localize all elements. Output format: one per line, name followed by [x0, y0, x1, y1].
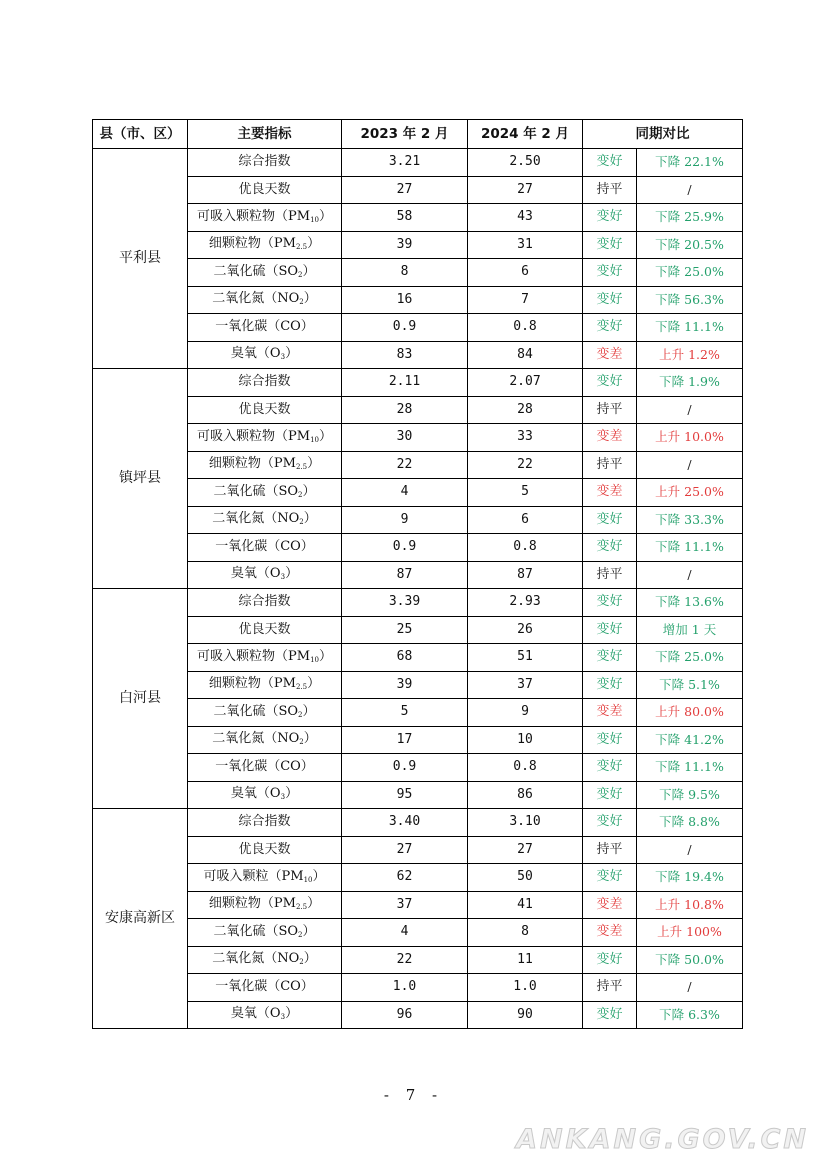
- change-cell: 下降 25.9%: [637, 204, 743, 232]
- table-row: [93, 644, 743, 672]
- indicator-subscript: 2: [299, 738, 304, 747]
- value-2024: 0.8: [468, 314, 583, 342]
- indicator-cell: [188, 699, 342, 727]
- value-2023: 87: [342, 561, 468, 589]
- table-header-row: [93, 120, 743, 149]
- indicator-cell: [188, 561, 342, 589]
- indicator-label: 二氧化氮（NO: [212, 291, 300, 307]
- change-cell: 下降 11.1%: [637, 534, 743, 562]
- value-2023: 1.0: [342, 974, 468, 1002]
- table-row: [93, 479, 743, 507]
- value-2024: 22: [468, 451, 583, 479]
- header-2023: 2023 年 2 月: [342, 120, 468, 149]
- indicator-cell: [188, 369, 342, 397]
- indicator-cell: [188, 809, 342, 837]
- indicator-label: 一氧化碳（CO）: [215, 319, 314, 335]
- value-2024: 2.07: [468, 369, 583, 397]
- table-row: [93, 919, 743, 947]
- value-2023: 3.21: [342, 149, 468, 177]
- indicator-subscript: 2: [299, 298, 304, 307]
- table-row: [93, 341, 743, 369]
- change-cell: 上升 10.0%: [637, 424, 743, 452]
- indicator-tail: ）: [303, 291, 317, 307]
- header-comparison: 同期对比: [583, 120, 743, 149]
- indicator-tail: ）: [302, 263, 316, 279]
- page-number: - 7 -: [383, 1086, 444, 1104]
- indicator-label: 二氧化氮（NO: [212, 951, 300, 967]
- indicator-cell: [188, 671, 342, 699]
- value-2023: 0.9: [342, 754, 468, 782]
- indicator-label: 一氧化碳（CO）: [215, 539, 314, 555]
- value-2023: 3.39: [342, 589, 468, 617]
- value-2023: 8: [342, 259, 468, 287]
- table-row: [93, 204, 743, 232]
- indicator-label: 细颗粒物（PM: [208, 456, 296, 472]
- table-row: [93, 369, 743, 397]
- indicator-cell: [188, 396, 342, 424]
- indicator-cell: [188, 314, 342, 342]
- indicator-label: 优良天数: [238, 181, 291, 197]
- change-cell: 增加 1 天: [637, 616, 743, 644]
- value-2024: 84: [468, 341, 583, 369]
- value-2024: 2.50: [468, 149, 583, 177]
- change-cell: 下降 13.6%: [637, 589, 743, 617]
- value-2024: 43: [468, 204, 583, 232]
- indicator-cell: [188, 864, 342, 892]
- indicator-subscript: 2: [299, 958, 304, 967]
- indicator-subscript: 2.5: [295, 903, 308, 912]
- indicator-cell: [188, 891, 342, 919]
- air-quality-comparison-table: [92, 119, 743, 1029]
- table-row: [93, 314, 743, 342]
- indicator-subscript: 2.5: [295, 683, 308, 692]
- indicator-subscript: 2: [298, 490, 303, 499]
- trend-cell: 变好: [583, 314, 637, 342]
- change-cell: 下降 8.8%: [637, 809, 743, 837]
- indicator-cell: [188, 479, 342, 507]
- table-row: [93, 561, 743, 589]
- indicator-label: 可吸入颗粒物（PM: [197, 428, 311, 444]
- indicator-tail: ）: [307, 896, 321, 912]
- indicator-cell: [188, 506, 342, 534]
- indicator-subscript: 10: [310, 435, 319, 444]
- table-row: [93, 286, 743, 314]
- change-cell: 上升 25.0%: [637, 479, 743, 507]
- value-2024: 26: [468, 616, 583, 644]
- indicator-label: 可吸入颗粒物（PM: [197, 648, 311, 664]
- indicator-label: 一氧化碳（CO）: [215, 979, 314, 995]
- indicator-subscript: 10: [310, 655, 319, 664]
- indicator-label: 综合指数: [238, 154, 291, 170]
- change-cell: /: [637, 561, 743, 589]
- table-row: [93, 396, 743, 424]
- trend-cell: 变差: [583, 341, 637, 369]
- value-2024: 51: [468, 644, 583, 672]
- indicator-tail: ）: [302, 923, 316, 939]
- trend-cell: 变好: [583, 754, 637, 782]
- value-2024: 33: [468, 424, 583, 452]
- indicator-label: 臭氧（O: [230, 566, 281, 582]
- indicator-cell: [188, 149, 342, 177]
- value-2023: 4: [342, 479, 468, 507]
- indicator-cell: [188, 616, 342, 644]
- change-cell: 下降 50.0%: [637, 946, 743, 974]
- indicator-tail: ）: [318, 648, 332, 664]
- value-2023: 39: [342, 671, 468, 699]
- value-2023: 58: [342, 204, 468, 232]
- value-2024: 0.8: [468, 534, 583, 562]
- indicator-tail: ）: [285, 566, 299, 582]
- value-2024: 7: [468, 286, 583, 314]
- indicator-cell: [188, 919, 342, 947]
- trend-cell: 变差: [583, 891, 637, 919]
- change-cell: /: [637, 176, 743, 204]
- trend-cell: 变好: [583, 946, 637, 974]
- indicator-label: 综合指数: [238, 814, 291, 830]
- change-cell: 上升 100%: [637, 919, 743, 947]
- value-2024: 10: [468, 726, 583, 754]
- change-cell: 下降 22.1%: [637, 149, 743, 177]
- value-2024: 50: [468, 864, 583, 892]
- indicator-subscript: 3: [280, 1013, 286, 1022]
- indicator-tail: ）: [285, 786, 299, 802]
- indicator-cell: [188, 974, 342, 1002]
- table-row: [93, 259, 743, 287]
- indicator-cell: [188, 424, 342, 452]
- indicator-subscript: 2.5: [295, 463, 308, 472]
- trend-cell: 持平: [583, 974, 637, 1002]
- indicator-label: 细颗粒物（PM: [208, 676, 296, 692]
- change-cell: 上升 80.0%: [637, 699, 743, 727]
- indicator-subscript: 2: [298, 930, 303, 939]
- indicator-tail: ）: [307, 456, 321, 472]
- header-2024: 2024 年 2 月: [468, 120, 583, 149]
- change-cell: 下降 20.5%: [637, 231, 743, 259]
- value-2023: 16: [342, 286, 468, 314]
- indicator-label: 二氧化硫（SO: [213, 263, 299, 279]
- indicator-subscript: 3: [280, 353, 286, 362]
- table-row: [93, 671, 743, 699]
- value-2023: 3.40: [342, 809, 468, 837]
- table-row: [93, 891, 743, 919]
- change-cell: 下降 33.3%: [637, 506, 743, 534]
- indicator-label: 臭氧（O: [230, 1006, 281, 1022]
- table-row: [93, 534, 743, 562]
- value-2023: 37: [342, 891, 468, 919]
- indicator-subscript: 3: [280, 793, 286, 802]
- indicator-subscript: 3: [280, 573, 286, 582]
- table-body: [93, 149, 743, 1029]
- indicator-cell: [188, 754, 342, 782]
- value-2024: 9: [468, 699, 583, 727]
- indicator-tail: ）: [302, 703, 316, 719]
- table-row: [93, 424, 743, 452]
- indicator-label: 二氧化硫（SO: [213, 483, 299, 499]
- value-2024: 87: [468, 561, 583, 589]
- trend-cell: 变好: [583, 149, 637, 177]
- indicator-label: 一氧化碳（CO）: [215, 759, 314, 775]
- indicator-tail: ）: [318, 428, 332, 444]
- trend-cell: 变好: [583, 781, 637, 809]
- header-county: 县（市、区）: [93, 120, 188, 149]
- table-row: [93, 149, 743, 177]
- indicator-subscript: 2: [299, 518, 304, 527]
- trend-cell: 变好: [583, 809, 637, 837]
- change-cell: /: [637, 396, 743, 424]
- trend-cell: 变好: [583, 259, 637, 287]
- indicator-label: 二氧化氮（NO: [212, 511, 300, 527]
- value-2024: 28: [468, 396, 583, 424]
- table-row: [93, 176, 743, 204]
- indicator-label: 二氧化硫（SO: [213, 703, 299, 719]
- change-cell: 下降 25.0%: [637, 644, 743, 672]
- trend-cell: 变好: [583, 644, 637, 672]
- county-name: 安康高新区: [93, 809, 188, 1029]
- value-2024: 90: [468, 1001, 583, 1029]
- indicator-cell: [188, 231, 342, 259]
- value-2023: 95: [342, 781, 468, 809]
- value-2024: 6: [468, 506, 583, 534]
- trend-cell: 持平: [583, 176, 637, 204]
- table-row: [93, 231, 743, 259]
- table-row: [93, 864, 743, 892]
- indicator-label: 臭氧（O: [230, 786, 281, 802]
- indicator-label: 可吸入颗粒（PM: [203, 868, 304, 884]
- indicator-cell: [188, 534, 342, 562]
- trend-cell: 变好: [583, 589, 637, 617]
- value-2023: 68: [342, 644, 468, 672]
- trend-cell: 变差: [583, 424, 637, 452]
- value-2024: 27: [468, 176, 583, 204]
- table-row: [93, 946, 743, 974]
- value-2024: 41: [468, 891, 583, 919]
- indicator-tail: ）: [307, 236, 321, 252]
- value-2023: 2.11: [342, 369, 468, 397]
- county-name: 平利县: [93, 149, 188, 369]
- indicator-label: 二氧化硫（SO: [213, 923, 299, 939]
- value-2024: 31: [468, 231, 583, 259]
- indicator-cell: [188, 286, 342, 314]
- value-2023: 27: [342, 836, 468, 864]
- indicator-cell: [188, 836, 342, 864]
- indicator-cell: [188, 451, 342, 479]
- value-2024: 5: [468, 479, 583, 507]
- indicator-tail: ）: [312, 868, 326, 884]
- indicator-cell: [188, 259, 342, 287]
- table-row: [93, 974, 743, 1002]
- value-2023: 9: [342, 506, 468, 534]
- indicator-cell: [188, 589, 342, 617]
- indicator-tail: ）: [303, 731, 317, 747]
- trend-cell: 变好: [583, 726, 637, 754]
- table-row: [93, 754, 743, 782]
- value-2023: 96: [342, 1001, 468, 1029]
- change-cell: 上升 1.2%: [637, 341, 743, 369]
- change-cell: 上升 10.8%: [637, 891, 743, 919]
- value-2023: 22: [342, 451, 468, 479]
- indicator-subscript: 10: [303, 875, 313, 884]
- indicator-cell: [188, 781, 342, 809]
- value-2023: 0.9: [342, 314, 468, 342]
- indicator-cell: [188, 204, 342, 232]
- indicator-label: 细颗粒物（PM: [208, 236, 296, 252]
- table-row: [93, 809, 743, 837]
- value-2024: 8: [468, 919, 583, 947]
- value-2023: 4: [342, 919, 468, 947]
- table-row: [93, 699, 743, 727]
- trend-cell: 持平: [583, 836, 637, 864]
- county-name: 白河县: [93, 589, 188, 809]
- trend-cell: 变好: [583, 864, 637, 892]
- value-2023: 5: [342, 699, 468, 727]
- indicator-cell: [188, 1001, 342, 1029]
- trend-cell: 变好: [583, 369, 637, 397]
- change-cell: 下降 19.4%: [637, 864, 743, 892]
- trend-cell: 变好: [583, 616, 637, 644]
- value-2024: 0.8: [468, 754, 583, 782]
- indicator-label: 优良天数: [238, 841, 291, 857]
- value-2023: 0.9: [342, 534, 468, 562]
- value-2023: 62: [342, 864, 468, 892]
- header-indicator: 主要指标: [188, 120, 342, 149]
- table-row: [93, 451, 743, 479]
- value-2023: 22: [342, 946, 468, 974]
- table-row: [93, 726, 743, 754]
- value-2023: 28: [342, 396, 468, 424]
- change-cell: 下降 9.5%: [637, 781, 743, 809]
- change-cell: 下降 41.2%: [637, 726, 743, 754]
- trend-cell: 变差: [583, 919, 637, 947]
- trend-cell: 变好: [583, 506, 637, 534]
- indicator-tail: ）: [285, 1006, 299, 1022]
- indicator-label: 细颗粒物（PM: [208, 896, 296, 912]
- watermark-logo: ANKANG.GOV.CN: [516, 1124, 809, 1155]
- indicator-tail: ）: [303, 951, 317, 967]
- change-cell: /: [637, 836, 743, 864]
- value-2024: 11: [468, 946, 583, 974]
- indicator-label: 可吸入颗粒物（PM: [197, 208, 311, 224]
- indicator-cell: [188, 644, 342, 672]
- indicator-label: 臭氧（O: [230, 346, 281, 362]
- indicator-subscript: 10: [310, 215, 319, 224]
- value-2023: 39: [342, 231, 468, 259]
- indicator-label: 优良天数: [238, 401, 291, 417]
- change-cell: 下降 11.1%: [637, 314, 743, 342]
- change-cell: 下降 11.1%: [637, 754, 743, 782]
- indicator-label: 综合指数: [238, 594, 291, 610]
- trend-cell: 变好: [583, 671, 637, 699]
- value-2024: 2.93: [468, 589, 583, 617]
- trend-cell: 持平: [583, 396, 637, 424]
- value-2023: 83: [342, 341, 468, 369]
- trend-cell: 变差: [583, 479, 637, 507]
- table-row: [93, 781, 743, 809]
- value-2024: 37: [468, 671, 583, 699]
- trend-cell: 变差: [583, 699, 637, 727]
- value-2024: 3.10: [468, 809, 583, 837]
- table-row: [93, 1001, 743, 1029]
- trend-cell: 变好: [583, 286, 637, 314]
- trend-cell: 持平: [583, 451, 637, 479]
- indicator-subscript: 2.5: [295, 243, 308, 252]
- table-row: [93, 616, 743, 644]
- county-name: 镇坪县: [93, 369, 188, 589]
- change-cell: 下降 5.1%: [637, 671, 743, 699]
- table-row: [93, 506, 743, 534]
- value-2024: 86: [468, 781, 583, 809]
- change-cell: 下降 56.3%: [637, 286, 743, 314]
- value-2024: 6: [468, 259, 583, 287]
- indicator-cell: [188, 176, 342, 204]
- trend-cell: 变好: [583, 534, 637, 562]
- value-2024: 27: [468, 836, 583, 864]
- change-cell: 下降 25.0%: [637, 259, 743, 287]
- change-cell: 下降 1.9%: [637, 369, 743, 397]
- indicator-tail: ）: [302, 483, 316, 499]
- indicator-cell: [188, 726, 342, 754]
- indicator-subscript: 2: [298, 710, 303, 719]
- indicator-label: 综合指数: [238, 374, 291, 390]
- trend-cell: 变好: [583, 231, 637, 259]
- change-cell: 下降 6.3%: [637, 1001, 743, 1029]
- indicator-tail: ）: [285, 346, 299, 362]
- value-2023: 25: [342, 616, 468, 644]
- value-2023: 17: [342, 726, 468, 754]
- indicator-subscript: 2: [298, 270, 303, 279]
- table-row: [93, 589, 743, 617]
- value-2023: 27: [342, 176, 468, 204]
- indicator-label: 二氧化氮（NO: [212, 731, 300, 747]
- indicator-tail: ）: [303, 511, 317, 527]
- indicator-tail: ）: [318, 208, 332, 224]
- indicator-cell: [188, 946, 342, 974]
- change-cell: /: [637, 974, 743, 1002]
- indicator-cell: [188, 341, 342, 369]
- change-cell: /: [637, 451, 743, 479]
- value-2023: 30: [342, 424, 468, 452]
- value-2024: 1.0: [468, 974, 583, 1002]
- table-row: [93, 836, 743, 864]
- trend-cell: 变好: [583, 1001, 637, 1029]
- indicator-tail: ）: [307, 676, 321, 692]
- trend-cell: 变好: [583, 204, 637, 232]
- indicator-label: 优良天数: [238, 621, 291, 637]
- trend-cell: 持平: [583, 561, 637, 589]
